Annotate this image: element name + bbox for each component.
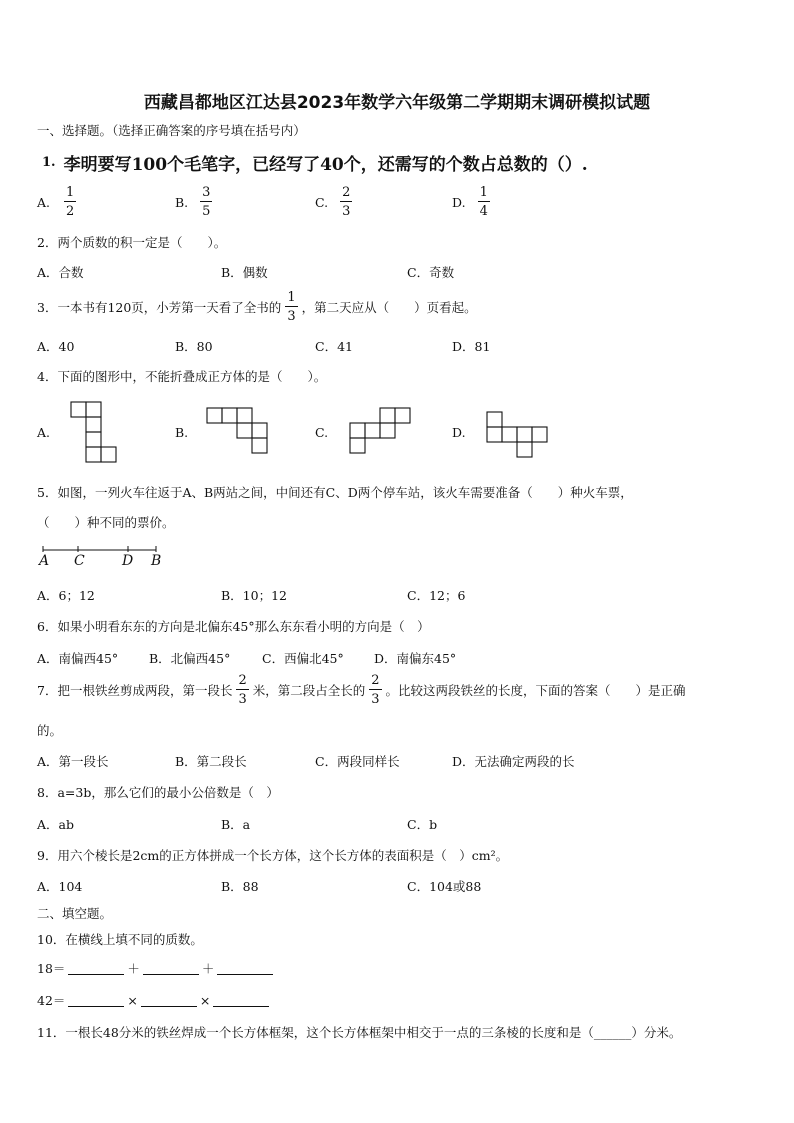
question-5-line-1: 5．如图，一列火车往返于A、B两站之间，中间还有C、D两个停车站，该火车需要准备（ ）种火车票， bbox=[37, 485, 633, 500]
question-8: 8．a=3b，那么它们的最小公倍数是（ ） bbox=[37, 785, 279, 800]
section-heading-fill: 二、填空题。 bbox=[37, 906, 113, 921]
times-sign: × bbox=[127, 992, 138, 1008]
question-3-text: 3．一本书有120页，小芳第一天看了全书的 bbox=[37, 300, 282, 315]
answer-blank[interactable] bbox=[68, 994, 124, 1007]
q9-option-a[interactable]: A．104 bbox=[37, 879, 83, 894]
q3-option-c[interactable]: C．41 bbox=[315, 339, 353, 354]
q7-option-b[interactable]: B．第二段长 bbox=[175, 754, 247, 769]
question-11: 11．一根长48分米的铁丝焊成一个长方体框架，这个长方体框架中相交于一点的三条棱的长度和是（______）分米。 bbox=[37, 1025, 682, 1040]
q2-option-c[interactable]: C．奇数 bbox=[407, 265, 455, 280]
fraction: $\frac{3}{5}$ bbox=[202, 185, 211, 219]
q9-option-b[interactable]: B．88 bbox=[221, 879, 259, 894]
question-9: 9．用六个棱长是2cm的正方体拼成一个长方体，这个长方体的表面积是（ ）cm²。 bbox=[37, 848, 509, 863]
question-5-line-2: （ ）种不同的票价。 bbox=[37, 515, 175, 530]
fraction: $\frac{1}{4}$ bbox=[479, 185, 488, 219]
equation-left: 42＝ bbox=[37, 993, 66, 1008]
option-label: C. bbox=[315, 194, 329, 210]
q2-option-b[interactable]: B．偶数 bbox=[221, 265, 268, 280]
section-heading-choice: 一、选择题。（选择正确答案的序号填在括号内） bbox=[37, 123, 306, 138]
question-4: 4．下面的图形中，不能折叠成正方体的是（ ）。 bbox=[37, 369, 327, 384]
equation-18 bbox=[37, 959, 276, 977]
station-label-d: D bbox=[122, 553, 134, 569]
station-label-a: A bbox=[39, 553, 50, 569]
q4-option-d-label[interactable]: D. bbox=[452, 425, 466, 440]
fraction: $\frac{2}{3}$ bbox=[371, 673, 380, 707]
net-figure-a bbox=[71, 402, 119, 464]
q4-option-a-label[interactable]: A. bbox=[37, 425, 51, 440]
answer-blank[interactable] bbox=[68, 962, 124, 975]
fraction: $\frac{1}{3}$ bbox=[287, 290, 296, 324]
q6-option-d[interactable]: D．南偏东45° bbox=[374, 651, 457, 666]
q6-option-a[interactable]: A．南偏西45° bbox=[37, 651, 119, 666]
equation-left: 18＝ bbox=[37, 961, 66, 976]
q3-option-d[interactable]: D．81 bbox=[452, 339, 491, 354]
net-figure-b bbox=[207, 408, 271, 456]
option-label: A. bbox=[37, 194, 51, 210]
q5-option-c[interactable]: C．12；6 bbox=[407, 588, 466, 603]
times-sign: × bbox=[199, 992, 211, 1008]
q7-option-c[interactable]: C．两段同样长 bbox=[315, 754, 400, 769]
q6-option-c[interactable]: C．西偏北45° bbox=[262, 651, 344, 666]
option-label: D. bbox=[452, 194, 466, 210]
question-7-line-1 bbox=[37, 674, 686, 706]
answer-blank[interactable] bbox=[217, 962, 273, 975]
q9-option-c[interactable]: C．104或88 bbox=[407, 879, 482, 894]
q1-option-c[interactable] bbox=[315, 186, 356, 218]
question-7-line-2: 的。 bbox=[37, 723, 63, 738]
question-1 bbox=[42, 150, 588, 175]
question-7-text-3: 。比较这两段铁丝的长度，下面的答案（ ）是正确 bbox=[385, 683, 686, 698]
question-10: 10．在横线上填不同的质数。 bbox=[37, 932, 203, 947]
question-1-number: 1. bbox=[42, 155, 56, 170]
plus-sign: ＋ bbox=[127, 961, 140, 976]
fraction: $\frac{1}{2}$ bbox=[66, 185, 75, 219]
question-7-text-1: 7．把一根铁丝剪成两段，第一段长 bbox=[37, 683, 233, 698]
equation-42 bbox=[37, 991, 272, 1009]
q5-option-b[interactable]: B．10；12 bbox=[221, 588, 287, 603]
answer-blank[interactable] bbox=[143, 962, 199, 975]
q3-option-b[interactable]: B．80 bbox=[175, 339, 213, 354]
q2-option-a[interactable]: A．合数 bbox=[37, 265, 84, 280]
q7-option-a[interactable]: A．第一段长 bbox=[37, 754, 109, 769]
question-2: 2．两个质数的积一定是（ ）。 bbox=[37, 235, 227, 250]
fraction: $\frac{2}{3}$ bbox=[238, 673, 247, 707]
station-label-b: B bbox=[151, 553, 162, 569]
answer-blank[interactable] bbox=[213, 994, 269, 1007]
question-3-text-end: ，第二天应从（ ）页看起。 bbox=[301, 300, 477, 315]
question-1-text: 李明要写100个毛笔字，已经写了40个，还需写的个数占总数的（）. bbox=[63, 155, 588, 175]
q1-option-d[interactable] bbox=[452, 186, 494, 218]
question-7-text-2: 米，第二段占全长的 bbox=[252, 683, 366, 698]
q4-option-b-label[interactable]: B. bbox=[175, 425, 189, 440]
question-3 bbox=[37, 291, 477, 323]
net-figure-d bbox=[487, 412, 553, 462]
question-6: 6．如果小明看东东的方向是北偏东45°那么东东看小明的方向是（ ） bbox=[37, 619, 430, 634]
q7-option-d[interactable]: D．无法确定两段的长 bbox=[452, 754, 575, 769]
q5-option-a[interactable]: A．6；12 bbox=[37, 588, 95, 603]
station-line-diagram bbox=[38, 546, 168, 570]
q8-option-a[interactable]: A．ab bbox=[37, 817, 74, 832]
option-label: B. bbox=[175, 194, 189, 210]
page-title: 西藏昌都地区江达县2023年数学六年级第二学期期末调研模拟试题 bbox=[143, 93, 651, 113]
net-figure-c bbox=[350, 408, 414, 456]
fraction: $\frac{2}{3}$ bbox=[342, 185, 351, 219]
q8-option-c[interactable]: C．b bbox=[407, 817, 438, 832]
q1-option-b[interactable] bbox=[175, 186, 216, 218]
station-label-c: C bbox=[74, 553, 85, 569]
q3-option-a[interactable]: A．40 bbox=[37, 339, 75, 354]
answer-blank[interactable] bbox=[141, 994, 197, 1007]
plus-sign: ＋ bbox=[201, 961, 215, 976]
q4-option-c-label[interactable]: C. bbox=[315, 425, 329, 440]
q1-option-a[interactable] bbox=[37, 186, 80, 218]
q6-option-b[interactable]: B．北偏西45° bbox=[149, 651, 231, 666]
q8-option-b[interactable]: B．a bbox=[221, 817, 251, 832]
